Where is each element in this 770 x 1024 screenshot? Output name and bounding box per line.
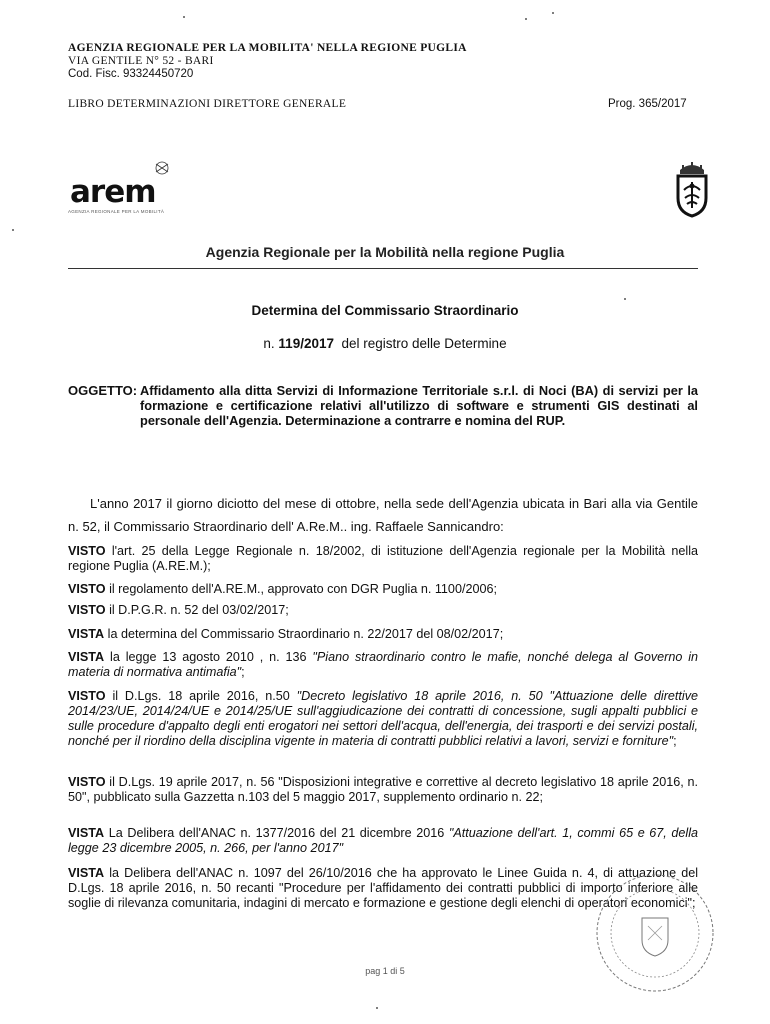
vista-item (68, 826, 698, 856)
visto-item (68, 775, 698, 805)
scan-speck (624, 298, 626, 300)
item-text: il regolamento dell'A.RE.M., approvato con DGR Puglia n. 1100/2006; (109, 582, 497, 596)
oggetto-text: Affidamento alla ditta Servizi di Informazione Territoriale s.r.l. di Noci (BA) di servizi per la formazione e certificazione relativi all'utilizzo di software e strumenti GIS destinati al personale dell'Agenzia. Determinazione a contrarre e nomina del RUP. (140, 383, 698, 428)
subtitle: Determina del Commissario Straordinario (251, 303, 519, 318)
oggetto-label: OGGETTO: (68, 383, 138, 398)
item-italic: "Attuazione dell'art. 1, commi 65 e 67, della legge 23 dicembre 2005, n. 266, per l'anno 2017" (68, 826, 699, 855)
book-label: LIBRO DETERMINAZIONI DIRETTORE GENERALE (68, 98, 347, 110)
vista-item (68, 650, 698, 680)
item-italic: "Decreto legislativo 18 aprile 2016, n. 50 "Attuazione delle direttive 2014/23/UE, 2014/24/UE e 2014/25/UE sull'aggiudicazione dei contratti di concessione, sugli appalti pubblici e sulle procedure d'appalto degli enti erogatori nei settori dell'acqua, dell'energia, dei trasporti e dei servizi postali, nonché per il riordino della disciplina vigente in materia di contratti pubblici relativi a lavori, servizi e forniture" (68, 689, 699, 748)
item-text: la Delibera dell'ANAC n. 1097 del 26/10/2016 che ha approvato le Linee Guida n. 4, di attuazione del D.Lgs. 18 aprile 2016, n. 50 recanti "Procedure per l'affidamento dei contratti pubblici di importo inferiore alle soglie di rilevanza comunitaria, indagini di mercato e formazione e gestione degli elenchi di operatori economici"; (68, 866, 698, 910)
page-footer: pag 1 di 5 (365, 966, 405, 976)
item-text: La Delibera dell'ANAC n. 1377/2016 del 21 dicembre 2016 (108, 826, 445, 840)
visto-item (68, 689, 698, 749)
agency-address: VIA GENTILE N° 52 - BARI (68, 55, 214, 67)
register-line (0, 336, 770, 351)
item-label: VISTA (68, 627, 105, 641)
arem-logo (66, 158, 206, 220)
fiscal-code: Cod. Fisc. 93324450720 (68, 68, 194, 80)
logo-tagline: AGENZIA REGIONALE PER LA MOBILITÀ (68, 209, 165, 214)
stamp-seal-icon (592, 870, 718, 996)
item-label: VISTO (68, 775, 106, 789)
item-text: la legge 13 agosto 2010 , n. 136 (110, 650, 307, 664)
intro-paragraph: L'anno 2017 il giorno diciotto del mese di ottobre, nella sede dell'Agenzia ubicata in Bari alla via Gentile n. 52, il Commissario Straordinario dell' A.Re.M.. ing. Raffaele Sannicandro: (68, 496, 698, 534)
item-italic: "Piano straordinario contro le mafie, nonché delega al Governo in materia di normativa antimafia" (68, 650, 699, 679)
visto-item (68, 544, 698, 574)
item-tail: ; (673, 734, 677, 748)
scan-speck (552, 12, 554, 14)
title-rule (68, 268, 698, 269)
item-label: VISTA (68, 650, 105, 664)
register-prefix: n. (263, 336, 275, 351)
item-label: VISTO (68, 582, 106, 596)
item-text: l'art. 25 della Legge Regionale n. 18/2002, di istituzione dell'Agenzia regionale per la Mobilità nella regione Puglia (A.RE.M.); (68, 544, 699, 573)
puglia-coat-of-arms (672, 160, 712, 218)
item-label: VISTO (68, 603, 106, 617)
register-number: 119/2017 (278, 336, 334, 351)
scan-speck (376, 1007, 378, 1009)
prog-number: Prog. 365/2017 (608, 98, 687, 110)
register-suffix: del registro delle Determine (341, 336, 507, 351)
item-text: il D.Lgs. 18 aprile 2016, n.50 (112, 689, 290, 703)
coat-of-arms-icon (672, 160, 712, 218)
item-label: VISTA (68, 866, 105, 880)
item-label: VISTO (68, 689, 106, 703)
scan-speck (12, 229, 14, 231)
scan-speck (525, 18, 527, 20)
item-label: VISTO (68, 544, 106, 558)
svg-text:arem: arem (70, 174, 156, 210)
visto-item (68, 603, 698, 618)
item-label: VISTA (68, 826, 105, 840)
agency-name: AGENZIA REGIONALE PER LA MOBILITA' NELLA REGIONE PUGLIA (68, 42, 467, 54)
item-tail: ; (241, 665, 245, 679)
official-stamp (592, 870, 718, 996)
item-text: la determina del Commissario Straordinario n. 22/2017 del 08/02/2017; (107, 627, 504, 641)
visto-item (68, 582, 698, 597)
vista-item (68, 627, 698, 642)
item-text: il D.P.G.R. n. 52 del 03/02/2017; (109, 603, 289, 617)
scan-speck (183, 16, 185, 18)
page-title: Agenzia Regionale per la Mobilità nella regione Puglia (205, 244, 565, 260)
item-text: il D.Lgs. 19 aprile 2017, n. 56 "Disposizioni integrative e correttive al decreto legislativo 18 aprile 2016, n. 50", pubblicato sulla Gazzetta n.103 del 5 maggio 2017, supplemento ordinario n. 22; (68, 775, 699, 804)
